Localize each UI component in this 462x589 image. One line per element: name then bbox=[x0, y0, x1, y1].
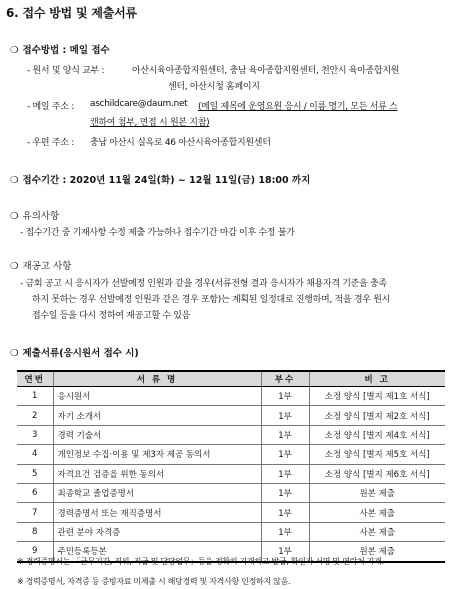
table-row bbox=[17, 464, 445, 483]
table-row bbox=[17, 503, 445, 522]
row-name: 주민등록등본 bbox=[53, 542, 261, 562]
mail-label: - 우편 주소 : bbox=[27, 138, 74, 148]
row-remark: 사본 제출 bbox=[309, 503, 445, 522]
footnote-2: ※ 경력증명서, 자격증 등 증빙자료 미제출 시 해당경력 및 자격사항 인정하지 않음. bbox=[17, 577, 291, 586]
row-name: 자격요건 검증을 위한 동의서 bbox=[53, 464, 261, 483]
row-no: 2 bbox=[17, 406, 53, 425]
row-remark: 소정 양식 [별지 제1호 서식] bbox=[309, 387, 445, 406]
row-no: 5 bbox=[17, 464, 53, 483]
row-no: 8 bbox=[17, 522, 53, 541]
form-value-line2: 센터, 아산시청 홈페이지 bbox=[168, 82, 260, 92]
table-row bbox=[17, 445, 445, 464]
row-name: 경력증명서 또는 재직증명서 bbox=[53, 503, 261, 522]
table-header-row bbox=[17, 371, 445, 387]
row-remark: 사본 제출 bbox=[309, 522, 445, 541]
table-row bbox=[17, 522, 445, 541]
method-heading: ❍ 접수방법 : 메일 접수 bbox=[10, 45, 110, 56]
row-name: 관련 분야 자격증 bbox=[53, 522, 261, 541]
table-row bbox=[17, 406, 445, 425]
notice-heading: ❍ 유의사항 bbox=[10, 211, 60, 222]
row-remark: 원본 제출 bbox=[309, 542, 445, 562]
form-label: - 원서 및 양식 교부 : bbox=[27, 66, 105, 76]
row-name: 최종학교 졸업증명서 bbox=[53, 483, 261, 502]
repost-line1: - 금회 공고 시 응시자가 선발예정 인원과 같을 경우(서류전형 결과 응시자가 채용자격 기준을 충족 bbox=[20, 279, 387, 289]
documents-table bbox=[17, 370, 445, 563]
table-row bbox=[17, 387, 445, 406]
footnote-1: ※ 경력증명서는 「근무기간, 직위, 직급 및 담당업무」등을 정확히 기재하고 발급, 확인자 서명 및 연락처 기재. bbox=[17, 557, 384, 566]
email-label: - 메일 주소 : bbox=[27, 102, 74, 112]
row-copies: 1부 bbox=[261, 406, 309, 425]
row-copies: 1부 bbox=[261, 464, 309, 483]
column-header-name: 서 류 명 bbox=[53, 371, 261, 387]
table-row bbox=[17, 483, 445, 502]
period-heading: ❍ 접수기간 : 2020년 11월 24일(화) ~ 12월 11일(금) 18:00 까지 bbox=[10, 175, 311, 186]
email-note-line2: 캔하여 첨부, 면접 시 원본 지참) bbox=[90, 118, 210, 128]
row-copies: 1부 bbox=[261, 522, 309, 541]
row-no: 7 bbox=[17, 503, 53, 522]
row-remark: 소정 양식 [별지 제5호 서식] bbox=[309, 445, 445, 464]
row-no: 6 bbox=[17, 483, 53, 502]
circle-bullet-icon: ❍ bbox=[10, 211, 19, 222]
circle-bullet-icon: ❍ bbox=[10, 175, 19, 186]
repost-line3: 접수일 등을 다시 정하여 재공고할 수 있음 bbox=[32, 311, 191, 321]
circle-bullet-icon: ❍ bbox=[10, 45, 19, 56]
mail-value: 충남 아산시 실옥로 46 아산시육아종합지원센터 bbox=[90, 138, 271, 148]
repost-line2: 하지 못하는 경우 선발예정 인원과 같은 경우 포함)는 계획된 일정대로 진행하며, 적을 경우 원시 bbox=[32, 295, 391, 305]
email-value: aschildcare@daum.net bbox=[90, 99, 188, 109]
row-name: 응시원서 bbox=[53, 387, 261, 406]
repost-heading: ❍ 재공고 사항 bbox=[10, 261, 72, 272]
row-name: 개인정보 수집·이용 및 제3자 제공 동의서 bbox=[53, 445, 261, 464]
row-no: 1 bbox=[17, 387, 53, 406]
circle-bullet-icon: ❍ bbox=[10, 348, 19, 359]
section-title: 6. 접수 방법 및 제출서류 bbox=[6, 6, 137, 20]
row-copies: 1부 bbox=[261, 387, 309, 406]
documents-heading: ❍ 제출서류(응시원서 접수 시) bbox=[10, 348, 139, 359]
form-value-line1: 아산시육아종합지원센터, 충남 육아종합지원센터, 천안시 육아종합지원 bbox=[132, 66, 400, 76]
row-remark: 소정 양식 [별지 제4호 서식] bbox=[309, 425, 445, 444]
row-remark: 소정 양식 [별지 제2호 서식] bbox=[309, 406, 445, 425]
row-remark: 소정 양식 [별지 제6호 서식] bbox=[309, 464, 445, 483]
row-name: 자기 소개서 bbox=[53, 406, 261, 425]
row-copies: 1부 bbox=[261, 542, 309, 562]
row-copies: 1부 bbox=[261, 483, 309, 502]
column-header-remark: 비 고 bbox=[309, 371, 445, 387]
row-copies: 1부 bbox=[261, 503, 309, 522]
row-no: 9 bbox=[17, 542, 53, 562]
column-header-no: 연번 bbox=[17, 371, 53, 387]
row-name: 경력 기술서 bbox=[53, 425, 261, 444]
row-copies: 1부 bbox=[261, 425, 309, 444]
table-row bbox=[17, 425, 445, 444]
circle-bullet-icon: ❍ bbox=[10, 261, 19, 272]
row-no: 3 bbox=[17, 425, 53, 444]
row-remark: 원본 제출 bbox=[309, 483, 445, 502]
email-note-line1: (메일 제목에 운영요원 응시 / 이름 명기, 모든 서류 스 bbox=[198, 102, 398, 112]
column-header-copies: 부수 bbox=[261, 371, 309, 387]
notice-line: - 접수기간 중 기재사항 수정 제출 가능하나 접수기간 마감 이후 수정 불가 bbox=[20, 228, 295, 238]
row-copies: 1부 bbox=[261, 445, 309, 464]
row-no: 4 bbox=[17, 445, 53, 464]
